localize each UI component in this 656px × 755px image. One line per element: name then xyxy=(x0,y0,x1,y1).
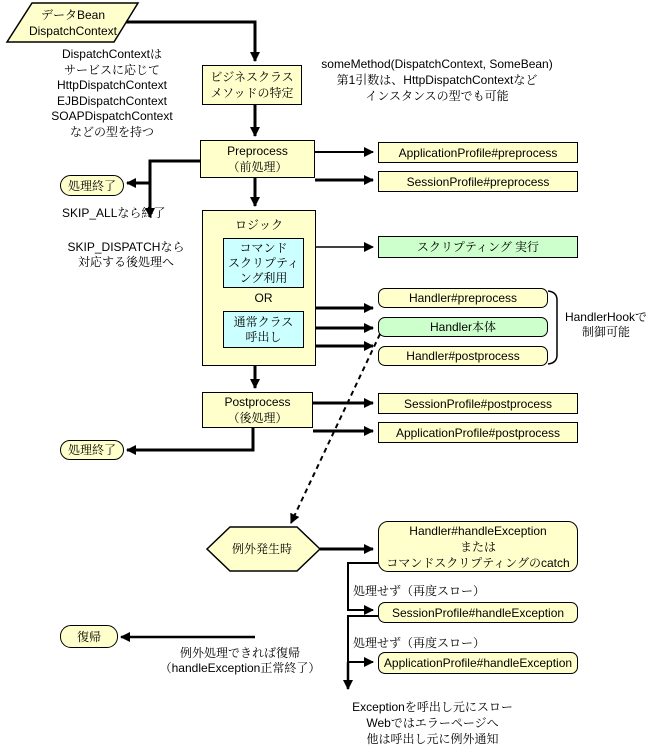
box-label: Handler#postprocess xyxy=(406,349,520,363)
start-parallelogram-label xyxy=(17,7,129,39)
handler-hook-bracket xyxy=(548,291,557,364)
skip-all-note xyxy=(62,206,165,222)
box-line: Handler#handleException xyxy=(409,523,547,538)
note-line: 例外発生時 xyxy=(231,542,292,556)
box-line: 通常クラス xyxy=(233,314,294,329)
note-line: EJBDispatchContext xyxy=(56,93,168,108)
box-line: Postprocess xyxy=(224,395,291,409)
start-line1: データBean xyxy=(40,8,106,22)
note-line: DispatchContextは xyxy=(61,47,163,61)
note-line: someMethod(DispatchContext, SomeBean) xyxy=(321,57,553,71)
note-line: Webではエラーページへ xyxy=(366,716,499,730)
dispatch-context-note xyxy=(28,47,196,140)
exception-hexagon-label xyxy=(217,542,307,558)
note-line: インスタンスの型でも可能 xyxy=(365,89,509,103)
logic-title: ロジック xyxy=(234,218,283,232)
throw-note xyxy=(340,699,525,747)
app-exception-box xyxy=(378,652,578,674)
note-line: （handleException正常終了） xyxy=(159,661,321,675)
box-line: 呼出し xyxy=(245,329,282,344)
note-line: サービスに応じて xyxy=(63,62,160,77)
note-line: 他は呼出し元に例外通知 xyxy=(366,732,499,746)
note-line: などの型を持つ xyxy=(69,124,154,139)
note-line: Exceptionを呼出し元にスロー xyxy=(352,700,513,714)
box-line: Preprocess xyxy=(227,144,288,158)
box-label: ApplicationProfile#postprocess xyxy=(395,425,561,440)
note-line: 処理せず（再度スロー） xyxy=(353,584,486,598)
note-line: SKIP_DISPATCHなら xyxy=(67,240,185,254)
box-line: （前処理） xyxy=(227,160,288,174)
command-scripting-box xyxy=(223,238,304,288)
note-line: HandlerHookで xyxy=(564,310,648,324)
terminator-return xyxy=(60,625,118,648)
box-line: コマンドスクリプティングのcatch xyxy=(386,555,570,570)
box-label: ApplicationProfile#handleException xyxy=(383,656,573,670)
box-line: コマンド xyxy=(239,240,288,255)
start-line2: DispatchContext xyxy=(28,24,118,38)
box-label: Handler本体 xyxy=(429,320,497,334)
handler-preprocess-box xyxy=(378,288,548,308)
scripting-exec-box xyxy=(378,236,578,258)
box-label: SessionProfile#postprocess xyxy=(403,396,553,411)
preprocess-box xyxy=(200,140,315,178)
note-line: 制御可能 xyxy=(581,325,630,339)
box-line: スクリプティ xyxy=(227,255,300,270)
session-postprocess-box xyxy=(378,393,578,414)
box-label: ApplicationProfile#preprocess xyxy=(398,145,558,160)
box-line: ング利用 xyxy=(239,270,288,285)
box-line: または xyxy=(459,539,496,554)
terminator-label: 復帰 xyxy=(76,629,101,644)
arrow-postprocess-to-end2 xyxy=(127,428,253,450)
box-label: SessionProfile#preprocess xyxy=(406,174,550,189)
handler-exception-box xyxy=(378,521,578,572)
note-line: SKIP_ALLなら終了 xyxy=(62,206,166,220)
session-preprocess-box xyxy=(378,171,578,192)
box-label: Handler#preprocess xyxy=(408,291,518,305)
return-note xyxy=(148,646,332,676)
box-line: メソッドの特定 xyxy=(210,86,294,100)
terminator-end2 xyxy=(60,440,124,460)
skip-dispatch-note xyxy=(58,240,194,270)
terminator-label: 処理終了 xyxy=(67,178,116,193)
terminator-label: 処理終了 xyxy=(67,443,116,457)
box-label: SessionProfile#handleException xyxy=(391,605,565,620)
box-line: （後処理） xyxy=(227,411,288,425)
app-postprocess-box xyxy=(378,422,578,443)
terminator-end1 xyxy=(60,175,124,196)
box-line: ビジネスクラス xyxy=(210,70,294,84)
or-label xyxy=(223,291,304,307)
no-handle-note2 xyxy=(353,636,485,652)
note-line: 処理せず（再度スロー） xyxy=(353,636,486,650)
handler-postprocess-box xyxy=(378,346,548,366)
normal-class-box xyxy=(223,311,304,348)
session-exception-box xyxy=(378,602,578,623)
handler-main-box xyxy=(378,317,548,337)
note-line: 例外処理できれば復帰 xyxy=(179,646,300,660)
postprocess-box xyxy=(202,392,313,428)
handler-hook-note xyxy=(558,310,654,340)
box-label: スクリプティング 実行 xyxy=(416,240,540,254)
some-method-note xyxy=(312,56,562,104)
note-line: OR xyxy=(254,291,273,305)
no-handle-note1 xyxy=(353,584,485,600)
note-line: SOAPDispatchContext xyxy=(51,109,173,123)
note-line: HttpDispatchContext xyxy=(56,78,168,92)
note-line: 対応する後処理へ xyxy=(77,255,174,269)
note-line: 第1引数は、HttpDispatchContextなど xyxy=(336,73,538,87)
app-preprocess-box xyxy=(378,142,578,163)
business-class-box xyxy=(202,65,302,105)
